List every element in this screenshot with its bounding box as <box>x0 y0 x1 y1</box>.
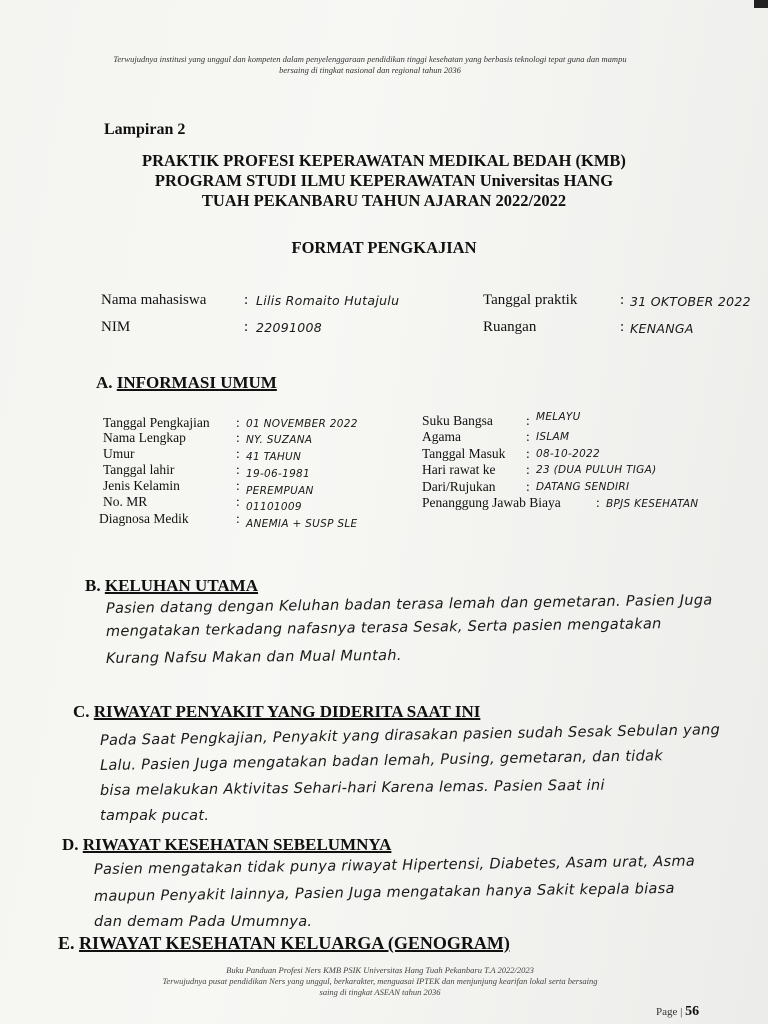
section-d-line: maupun Penyakit lainnya, Pasien Juga mengatakan hanya Sakit kepala biasa <box>93 880 675 905</box>
field-colon: : <box>596 495 600 510</box>
student-name-value: Lilis Romaito Hutajulu <box>256 293 400 308</box>
field-label: Diagnosa Medik <box>99 511 189 526</box>
field-label: Suku Bangsa <box>422 413 493 428</box>
section-b-heading <box>85 576 258 596</box>
scan-edge-mark <box>754 0 768 8</box>
field-colon: : <box>236 478 240 493</box>
field-value: ANEMIA + SUSP SLE <box>246 518 358 530</box>
field-label: Agama <box>422 429 461 444</box>
field-label: Tanggal lahir <box>103 462 175 477</box>
field-colon: : <box>236 511 240 526</box>
field-value: 23 (DUA PULUH TIGA) <box>536 464 657 476</box>
field-colon: : <box>236 430 240 445</box>
field-label: Dari/Rujukan <box>422 479 496 494</box>
page-number: Page | 56 <box>656 1004 700 1019</box>
header-vision-line1: Terwujudnya institusi yang unggul dan kompeten dalam penyelenggaraan pendidikan tinggi kesehatan yang berbasis teknologi tepat guna dan mampu <box>113 54 627 64</box>
section-d-line: Pasien mengatakan tidak punya riwayat Hipertensi, Diabetes, Asam urat, Asma <box>93 853 696 878</box>
field-colon: : <box>236 462 240 477</box>
field-label: Jenis Kelamin <box>103 478 180 493</box>
page-label: Page <box>656 1006 678 1018</box>
section-c-line: bisa melakukan Aktivitas Sehari-hari Karena lemas. Pasien Saat ini <box>99 777 605 799</box>
student-name-label: Nama mahasiswa <box>101 292 207 308</box>
field-label: Hari rawat ke <box>422 462 496 477</box>
section-c-line: tampak pucat. <box>100 808 210 824</box>
field-value: DATANG SENDIRI <box>536 481 630 493</box>
section-e-heading <box>58 933 510 954</box>
field-colon: : <box>236 446 240 461</box>
field-label: Nama Lengkap <box>103 430 186 445</box>
footer-line3: saing di tingkat ASEAN tahun 2036 <box>319 987 441 998</box>
page-number-value: 56 <box>685 1004 700 1019</box>
section-b-letter: B. <box>85 576 101 595</box>
doc-title-line2: PROGRAM STUDI ILMU KEPERAWATAN Universitas HANG <box>154 171 614 190</box>
practice-date-label: Tanggal praktik <box>483 292 578 308</box>
section-e-letter: E. <box>58 933 75 953</box>
section-d-heading <box>62 835 391 855</box>
field-colon: : <box>526 429 530 444</box>
header-vision-line2: bersaing di tingkat nasional dan regional tahun 2036 <box>279 65 461 76</box>
doc-title-line3: TUAH PEKANBARU TAHUN AJARAN 2022/2022 <box>201 191 567 210</box>
field-colon: : <box>526 413 530 428</box>
section-b-line: Kurang Nafsu Makan dan Mual Muntah. <box>105 647 402 667</box>
section-c-line: Pada Saat Pengkajian, Penyakit yang dirasakan pasien sudah Sesak Sebulan yang <box>99 722 721 749</box>
footer-note <box>100 965 660 998</box>
footer-line1: Buku Panduan Profesi Ners KMB PSIK Universitas Hang Tuah Pekanbaru T.A 2022/2023 <box>226 965 534 975</box>
section-d-title: RIWAYAT KESEHATAN SEBELUMNYA <box>82 835 392 854</box>
section-b-line: mengatakan terkadang nafasnya terasa Sesak, Serta pasien mengatakan <box>105 616 662 640</box>
section-e-title: RIWAYAT KESEHATAN KELUARGA (GENOGRAM) <box>79 933 510 953</box>
field-colon: : <box>236 494 240 509</box>
field-colon: : <box>236 415 240 430</box>
section-c-letter: C. <box>73 702 90 721</box>
section-b-title: KELUHAN UTAMA <box>104 576 259 595</box>
field-value: PEREMPUAN <box>246 485 314 497</box>
room-colon: : <box>620 319 625 335</box>
field-value: BPJS KESEHATAN <box>606 498 699 510</box>
room-label: Ruangan <box>483 319 537 335</box>
field-value: MELAYU <box>536 411 581 423</box>
nim-label: NIM <box>101 319 131 335</box>
field-value: 08-10-2022 <box>536 448 601 460</box>
section-a-letter: A. <box>96 373 113 392</box>
field-label: Penanggung Jawab Biaya <box>422 495 561 510</box>
section-c-title: RIWAYAT PENYAKIT YANG DIDERITA SAAT INI <box>93 702 481 721</box>
section-c-heading <box>73 702 480 722</box>
field-value: 41 TAHUN <box>246 451 302 463</box>
appendix-label: Lampiran 2 <box>104 121 186 138</box>
form-title: FORMAT PENGKAJIAN <box>291 238 477 257</box>
nim-value: 22091008 <box>256 320 323 335</box>
section-d-line: dan demam Pada Umumnya. <box>94 914 313 930</box>
room-value: KENANGA <box>630 321 694 336</box>
section-a-heading <box>96 373 277 393</box>
field-value: 01101009 <box>246 501 302 513</box>
field-colon: : <box>526 462 530 477</box>
field-value: ISLAM <box>536 431 570 443</box>
field-label: Tanggal Masuk <box>422 446 506 461</box>
practice-date-value: 31 OKTOBER 2022 <box>630 294 751 309</box>
section-a-title: INFORMASI UMUM <box>116 373 277 392</box>
section-d-letter: D. <box>62 835 79 854</box>
practice-date-colon: : <box>620 292 625 308</box>
field-value: 19-06-1981 <box>246 468 311 480</box>
footer-line2: Terwujudnya pusat pendidikan Ners yang unggul, berkarakter, menguasai IPTEK dan menjunjung kearifan lokal serta bersaing <box>162 976 598 987</box>
student-name-colon: : <box>244 292 249 308</box>
header-vision <box>90 54 650 76</box>
field-value: NY. SUZANA <box>246 434 313 446</box>
field-label: Tanggal Pengkajian <box>103 415 210 430</box>
field-label: Umur <box>103 446 135 461</box>
field-value: 01 NOVEMBER 2022 <box>246 418 358 430</box>
section-c-line: Lalu. Pasien Juga mengatakan badan lemah, Pusing, gemetaran, dan tidak <box>99 748 664 774</box>
nim-colon: : <box>244 319 249 335</box>
section-b-line: Pasien datang dengan Keluhan badan terasa lemah dan gemetaran. Pasien Juga <box>105 592 713 617</box>
field-colon: : <box>526 479 530 494</box>
field-label: No. MR <box>103 494 148 509</box>
doc-title-line1: PRAKTIK PROFESI KEPERAWATAN MEDIKAL BEDAH (KMB) <box>142 151 626 170</box>
field-colon: : <box>526 446 530 461</box>
